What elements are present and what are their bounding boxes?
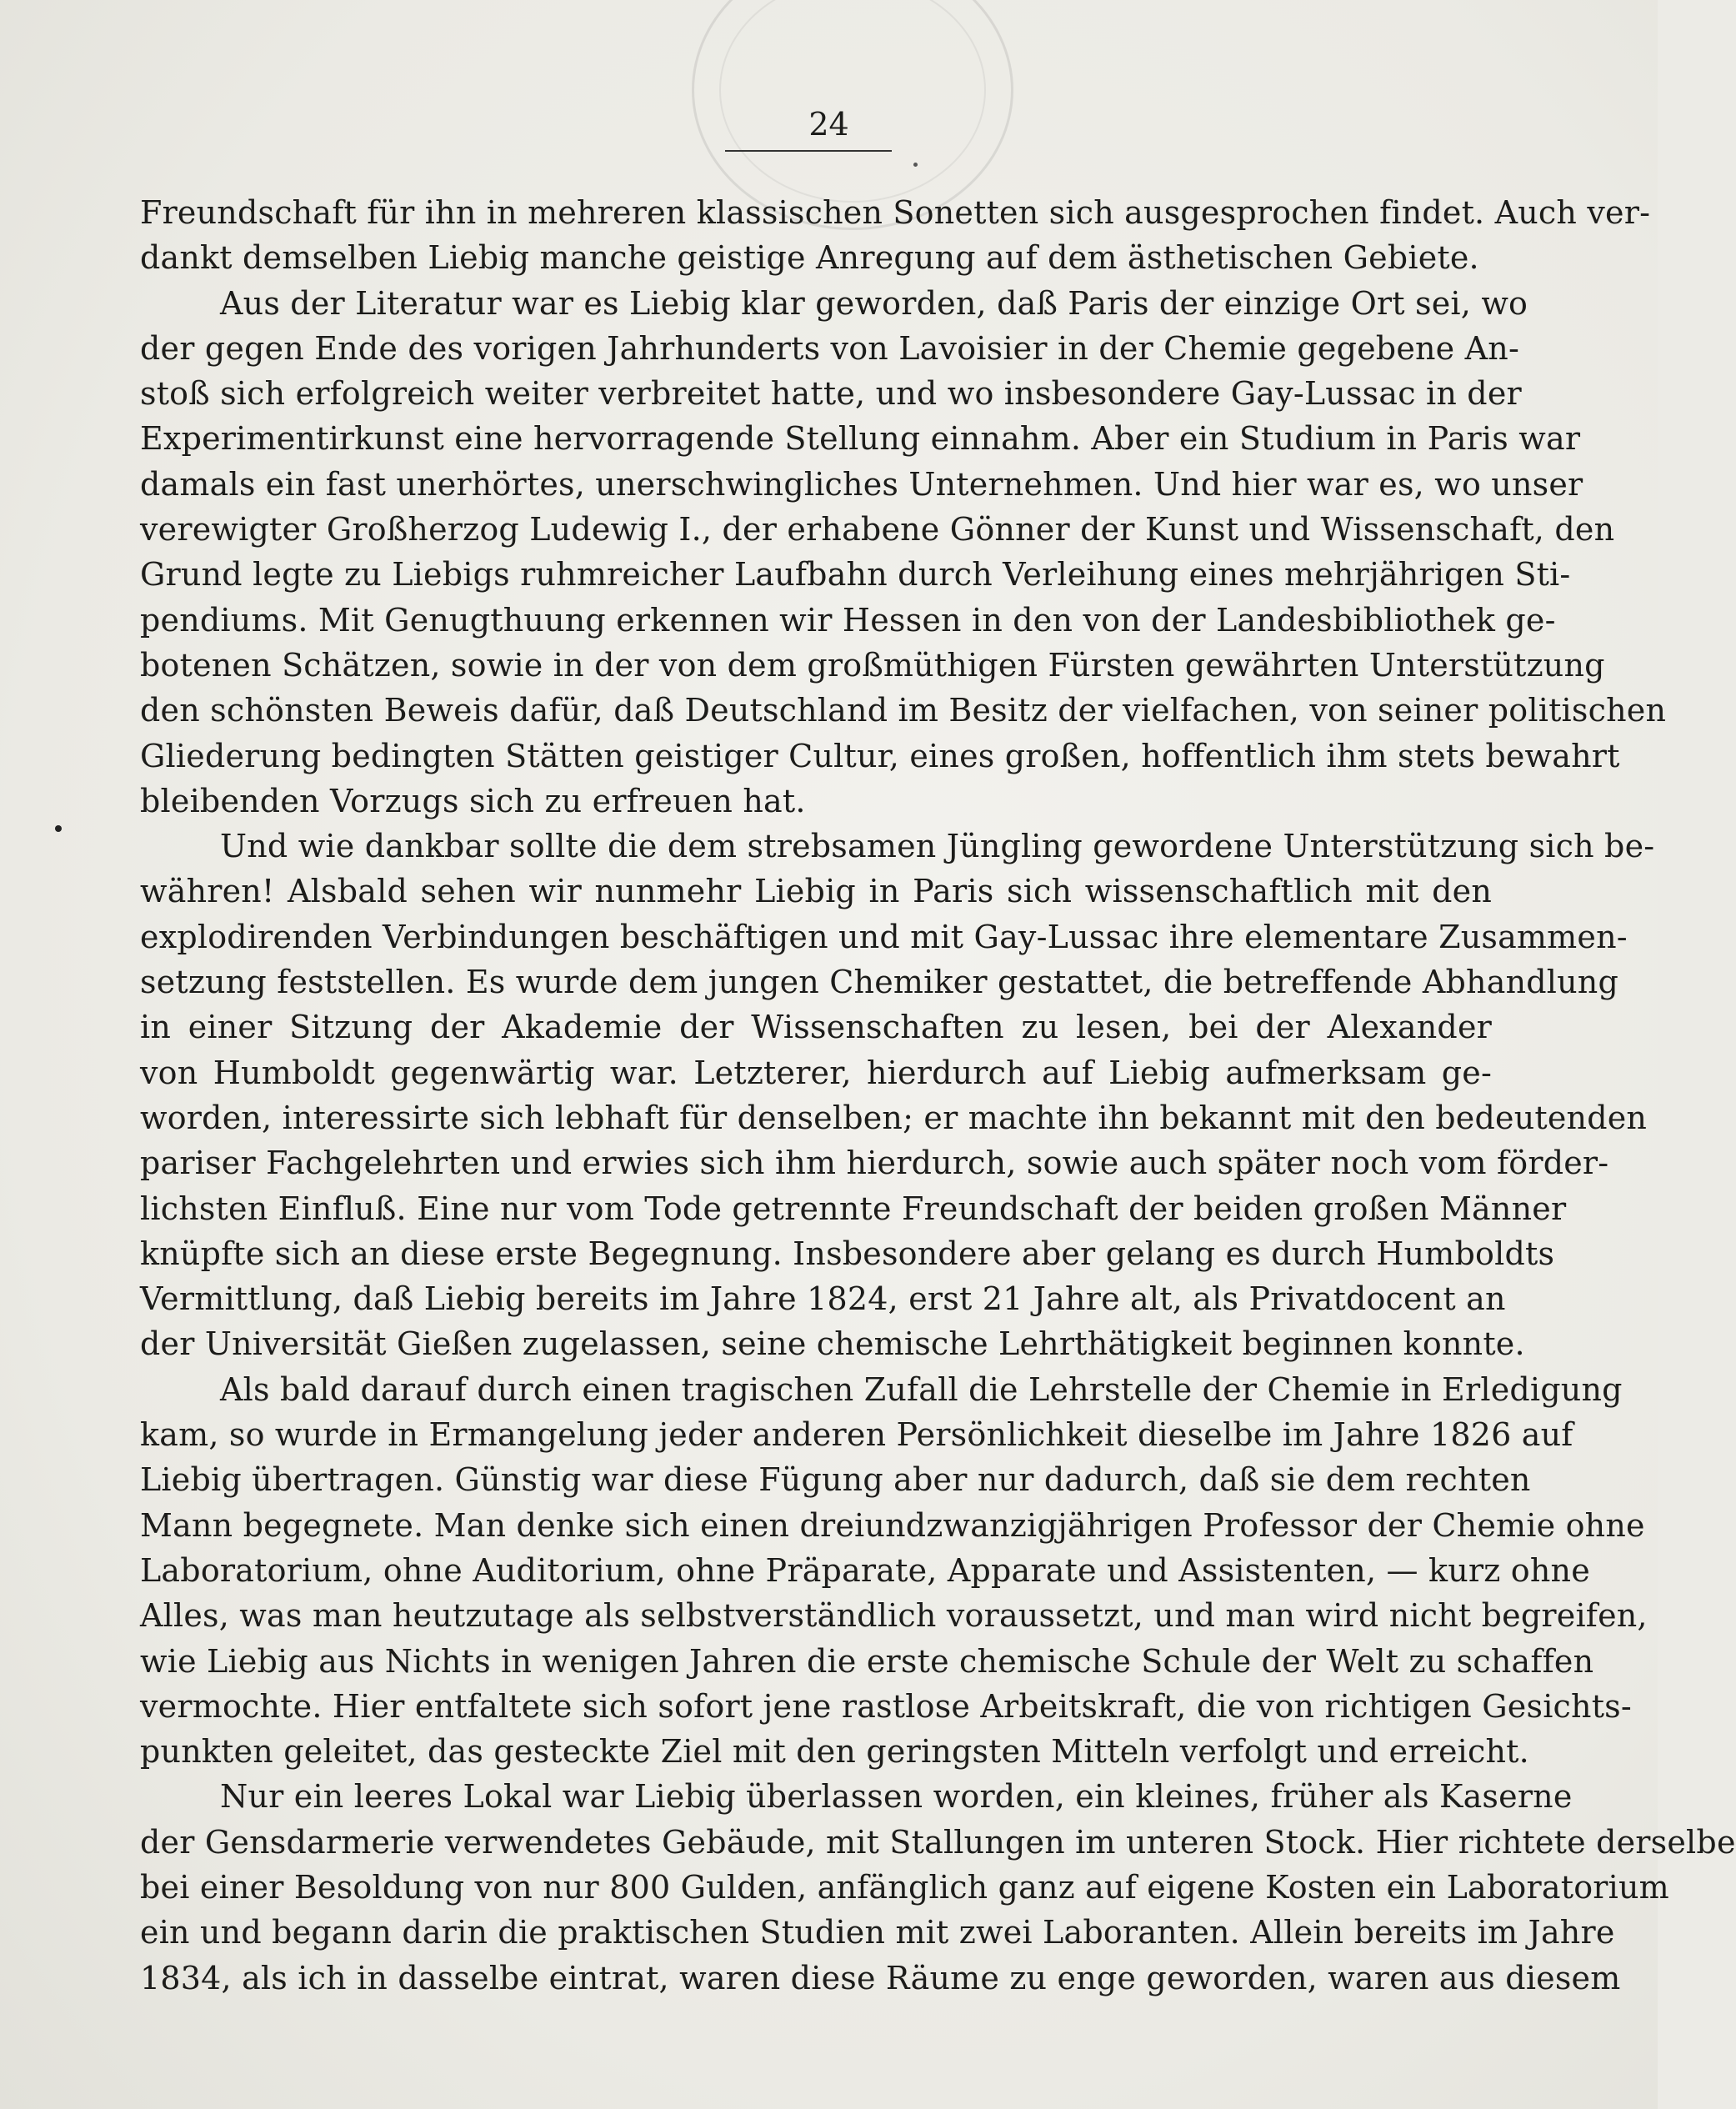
text-line: Grund legte zu Liebigs ruhmreicher Laufbahn durch Verleihung eines mehrjährigen Sti- bbox=[140, 556, 1571, 594]
text-line: Experimentirkunst eine hervorragende Stellung einnahm. Aber ein Studium in Paris war bbox=[140, 420, 1581, 458]
header-rule bbox=[725, 150, 892, 152]
text-line: lichsten Einfluß. Eine nur vom Tode getrennte Freundschaft der beiden großen Männer bbox=[140, 1190, 1567, 1227]
text-line: verewigter Großherzog Ludewig I., der erhabene Gönner der Kunst und Wissenschaft, den bbox=[140, 511, 1615, 549]
text-line: währen! Alsbald sehen wir nunmehr Liebig in Paris sich wissenschaftlich mit den bbox=[140, 873, 1492, 910]
text-line: 1834, als ich in dasselbe eintrat, waren diese Räume zu enge geworden, waren aus diesem bbox=[140, 1959, 1621, 1996]
text-line: von Humboldt gegenwärtig war. Letzterer, hierdurch auf Liebig aufmerksam ge- bbox=[140, 1054, 1492, 1091]
text-line: damals ein fast unerhörtes, unerschwingliches Unternehmen. Und hier war es, wo unser bbox=[140, 465, 1583, 503]
text-line: bei einer Besoldung von nur 800 Gulden, anfänglich ganz auf eigene Kosten ein Laboratorium bbox=[140, 1868, 1669, 1906]
text-line: setzung feststellen. Es wurde dem jungen Chemiker gestattet, die betreffende Abhandlung bbox=[140, 964, 1619, 1001]
text-line: vermochte. Hier entfaltete sich sofort jene rastlose Arbeitskraft, die von richtigen Gesichts- bbox=[140, 1687, 1632, 1725]
text-line: Mann begegnete. Man denke sich einen dreiundzwanzigjährigen Professor der Chemie ohne bbox=[140, 1506, 1645, 1544]
text-line: kam, so wurde in Ermangelung jeder anderen Persönlichkeit dieselbe im Jahre 1826 auf bbox=[140, 1416, 1573, 1454]
page-number: 24 bbox=[808, 106, 849, 143]
text-line: stoß sich erfolgreich weiter verbreitet hatte, und wo insbesondere Gay-Lussac in der bbox=[140, 375, 1522, 413]
text-line: knüpfte sich an diese erste Begegnung. Insbesondere aber gelang es durch Humboldts bbox=[140, 1235, 1555, 1272]
text-line: botenen Schätzen, sowie in der von dem großmüthigen Fürsten gewährten Unterstützung bbox=[140, 646, 1605, 684]
text-line: Liebig übertragen. Günstig war diese Fügung aber nur dadurch, daß sie dem rechten bbox=[140, 1461, 1531, 1499]
text-line: der Gensdarmerie verwendetes Gebäude, mit Stallungen im unteren Stock. Hier richtete derselbe bbox=[140, 1823, 1736, 1861]
text-line: der gegen Ende des vorigen Jahrhunderts von Lavoisier in der Chemie gegebene An- bbox=[140, 329, 1520, 367]
margin-mark bbox=[55, 825, 62, 832]
text-line: pendiums. Mit Genugthuung erkennen wir Hessen in den von der Landesbibliothek ge- bbox=[140, 601, 1556, 639]
text-line: Vermittlung, daß Liebig bereits im Jahre 1824, erst 21 Jahre alt, als Privatdocent an bbox=[140, 1280, 1506, 1318]
text-line: den schönsten Beweis dafür, daß Deutschland im Besitz der vielfachen, von seiner politischen bbox=[140, 692, 1667, 729]
text-line: Freundschaft für ihn in mehreren klassischen Sonetten sich ausgesprochen findet. Auch ver- bbox=[140, 194, 1651, 231]
text-line: pariser Fachgelehrten und erwies sich ihm hierdurch, sowie auch später noch vom förder- bbox=[140, 1145, 1609, 1182]
text-line: explodirenden Verbindungen beschäftigen und mit Gay-Lussac ihre elementare Zusammen- bbox=[140, 918, 1628, 955]
text-line: Und wie dankbar sollte die dem strebsamen Jüngling gewordene Unterstützung sich be- bbox=[220, 828, 1655, 865]
text-line: worden, interessirte sich lebhaft für denselben; er machte ihn bekannt mit den bedeutenden bbox=[140, 1099, 1648, 1136]
text-line: punkten geleitet, das gesteckte Ziel mit den geringsten Mitteln verfolgt und erreicht. bbox=[140, 1733, 1529, 1771]
text-line: Nur ein leeres Lokal war Liebig überlassen worden, ein kleines, früher als Kaserne bbox=[220, 1778, 1573, 1816]
text-line: Aus der Literatur war es Liebig klar geworden, daß Paris der einzige Ort sei, wo bbox=[220, 284, 1528, 322]
text-line: Laboratorium, ohne Auditorium, ohne Präparate, Apparate und Assistenten, — kurz ohne bbox=[140, 1551, 1590, 1589]
text-line: bleibenden Vorzugs sich zu erfreuen hat. bbox=[140, 782, 806, 819]
text-line: wie Liebig aus Nichts in wenigen Jahren die erste chemische Schule der Welt zu schaffen bbox=[140, 1642, 1594, 1680]
text-line: ein und begann darin die praktischen Studien mit zwei Laboranten. Allein bereits im Jahre bbox=[140, 1914, 1615, 1951]
text-line: dankt demselben Liebig manche geistige Anregung auf dem ästhetischen Gebiete. bbox=[140, 239, 1479, 277]
text-line: Alles, was man heutzutage als selbstverständlich voraussetzt, und man wird nicht begreifen, bbox=[140, 1597, 1648, 1635]
text-line: Als bald darauf durch einen tragischen Zufall die Lehrstelle der Chemie in Erledigung bbox=[220, 1370, 1623, 1408]
ink-speck bbox=[913, 163, 918, 167]
body-text bbox=[140, 190, 1736, 2001]
text-line: Gliederung bedingten Stätten geistiger Cultur, eines großen, hoffentlich ihm stets bewahrt bbox=[140, 737, 1620, 774]
text-line: der Universität Gießen zugelassen, seine chemische Lehrthätigkeit beginnen konnte. bbox=[140, 1325, 1525, 1363]
text-line: in einer Sitzung der Akademie der Wissenschaften zu lesen, bei der Alexander bbox=[140, 1009, 1492, 1046]
